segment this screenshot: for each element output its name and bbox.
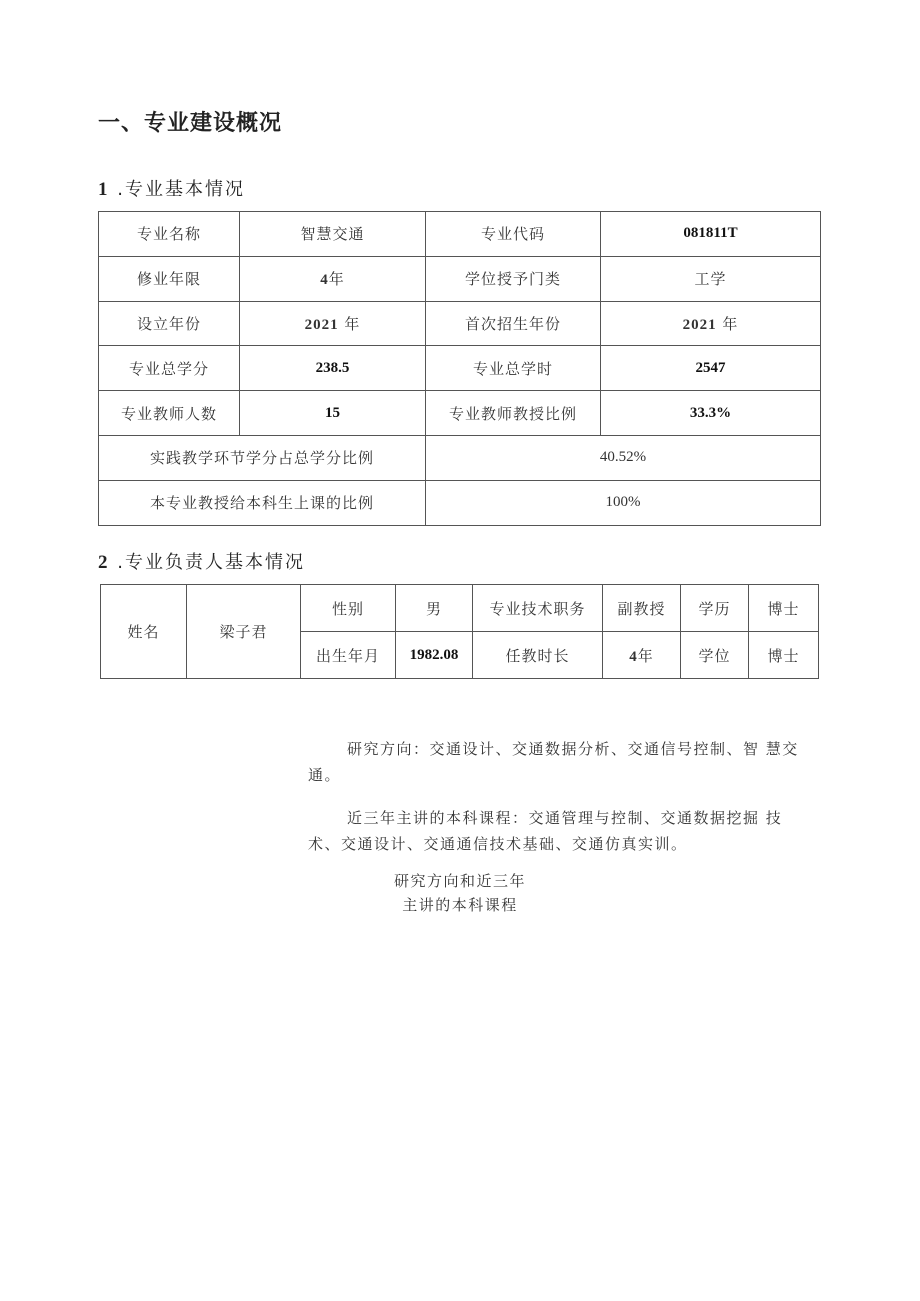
value-education: 博士 — [749, 585, 819, 632]
label-tenure: 任教时长 — [473, 632, 603, 679]
subsection-text: .专业负责人基本情况 — [117, 552, 305, 573]
label-degree-category: 学位授予门类 — [426, 256, 601, 301]
courses-text: 近三年主讲的本科课程：交通管理与控制、交通数据挖掘 技术、交通设计、交通通信技术基础、交通仿真实训。 — [308, 809, 783, 853]
value-professional-title: 副教授 — [603, 585, 681, 632]
label-professional-title: 专业技术职务 — [473, 585, 603, 632]
value-degree: 博士 — [749, 632, 819, 679]
value-gender: 男 — [396, 585, 473, 632]
value-total-hours: 2547 — [601, 346, 821, 391]
value-number: 2021 — [682, 316, 717, 333]
label-major-name: 专业名称 — [99, 212, 240, 257]
major-basic-table — [98, 211, 821, 526]
value-number: 4 — [629, 648, 638, 665]
subsection-text: .专业基本情况 — [117, 179, 245, 200]
table-row — [101, 585, 819, 632]
value-unit: 年 — [328, 270, 345, 289]
value-professor-teaching-ratio: 100% — [426, 480, 821, 525]
caption — [380, 869, 540, 917]
value-study-years — [240, 256, 426, 301]
caption-line: 主讲的本科课程 — [402, 896, 518, 914]
value-birth: 1982.08 — [396, 632, 473, 679]
label-practice-ratio: 实践教学环节学分占总学分比例 — [99, 435, 426, 480]
value-total-credits: 238.5 — [240, 346, 426, 391]
leader-info-table — [100, 584, 819, 679]
value-tenure — [603, 632, 681, 679]
section-title: 一、专业建设概况 — [98, 111, 283, 136]
label-professor-teaching-ratio: 本专业教授给本科生上课的比例 — [99, 480, 426, 525]
value-degree-category: 工学 — [601, 256, 821, 301]
label-gender: 性别 — [301, 585, 396, 632]
label-first-enroll-year: 首次招生年份 — [426, 301, 601, 346]
value-unit: 年 — [637, 646, 654, 665]
value-first-enroll-year — [601, 301, 821, 346]
label-major-code: 专业代码 — [426, 212, 601, 257]
label-professor-ratio: 专业教师教授比例 — [426, 391, 601, 436]
label-degree: 学位 — [681, 632, 749, 679]
label-name: 姓名 — [101, 585, 187, 679]
table-row — [99, 435, 821, 480]
table-row — [99, 391, 821, 436]
subsection-title-basic — [98, 175, 245, 201]
value-name: 梁子君 — [187, 585, 301, 679]
subsection-number: 1 — [98, 179, 110, 200]
value-number: 2021 — [304, 316, 339, 333]
label-birth: 出生年月 — [301, 632, 396, 679]
table-row — [99, 346, 821, 391]
value-unit: 年 — [344, 314, 361, 333]
value-professor-ratio: 33.3% — [601, 391, 821, 436]
table-row — [99, 301, 821, 346]
research-direction-text: 研究方向：交通设计、交通数据分析、交通信号控制、智 慧交通。 — [308, 740, 799, 784]
value-practice-ratio: 40.52% — [426, 435, 821, 480]
value-major-name: 智慧交通 — [240, 212, 426, 257]
value-number: 4 — [320, 272, 329, 289]
value-unit: 年 — [722, 314, 739, 333]
label-teacher-count: 专业教师人数 — [99, 391, 240, 436]
value-major-code: 081811T — [601, 212, 821, 257]
table-row — [99, 480, 821, 525]
table-row — [99, 212, 821, 257]
value-established-year — [240, 301, 426, 346]
subsection-title-leader — [98, 548, 305, 574]
subsection-number: 2 — [98, 552, 110, 573]
label-total-hours: 专业总学时 — [426, 346, 601, 391]
caption-line: 研究方向和近三年 — [393, 872, 526, 890]
label-study-years: 修业年限 — [99, 256, 240, 301]
label-established-year: 设立年份 — [99, 301, 240, 346]
value-teacher-count: 15 — [240, 391, 426, 436]
table-row — [99, 256, 821, 301]
label-total-credits: 专业总学分 — [99, 346, 240, 391]
label-education: 学历 — [681, 585, 749, 632]
